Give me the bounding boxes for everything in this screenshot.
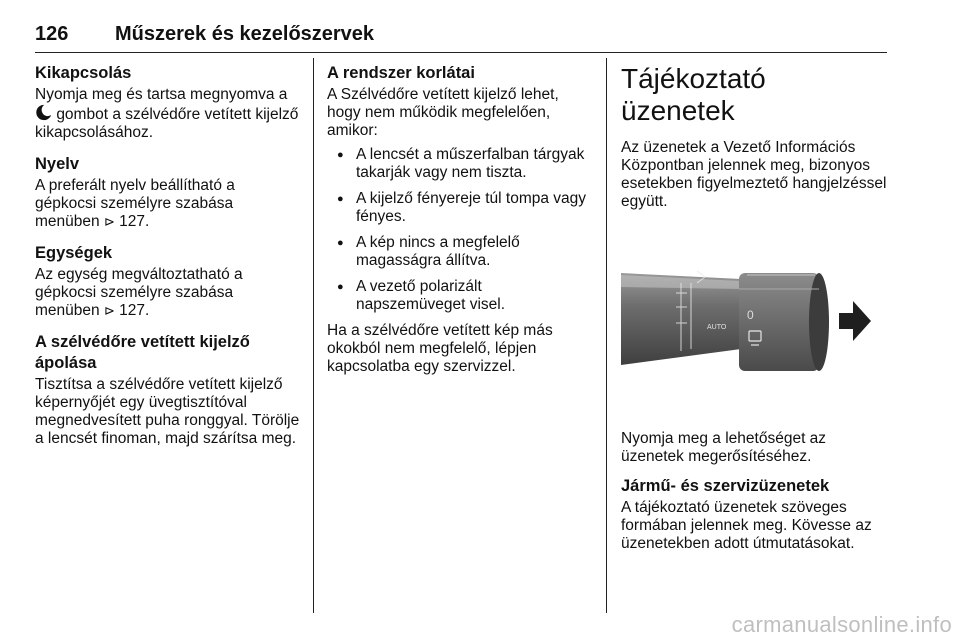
list-item: ● A kép nincs a megfelelő magasságra állítva.: [327, 234, 594, 270]
reference-arrow-icon: ⊳: [103, 214, 115, 229]
column-middle: [327, 63, 594, 386]
confirm-text: Nyomja meg a lehetőséget az üzenetek megerősítéséhez.: [621, 430, 827, 465]
column-right: [621, 63, 887, 563]
section-text: A tájékoztató üzenetek szöveges formában jelennek meg. Kövesse az üzenetekben adott útmutatásokat.: [621, 499, 872, 552]
page-reference-link[interactable]: 127.: [119, 213, 150, 230]
section-heading: Jármű- és szervizüzenetek: [621, 477, 830, 495]
svg-text:0: 0: [747, 308, 754, 322]
section-heading: A rendszer korlátai: [327, 64, 475, 82]
outro-text: Ha a szélvédőre vetített kép más okokból nem megfelelő, lépjen kapcsolatba egy szervizzel.: [327, 322, 553, 375]
section-text: Tisztítsa a szélvédőre vetített kijelző képernyőjét egy üvegtisztítóval megnedvesített puha ronggyal. Törölje a lencsét finoman, majd szárítsa meg.: [35, 376, 300, 447]
section-text: Az egység megváltoztatható a gépkocsi személyre szabása menüben ⊳ 127.: [35, 266, 243, 319]
watermark: carmanualsonline.info: [731, 612, 952, 637]
page-title: Tájékoztató üzenetek: [621, 63, 766, 126]
moon-icon: [35, 104, 52, 121]
intro-text: A Szélvédőre vetített kijelző lehet, hogy nem működik megfelelően, amikor:: [327, 86, 559, 139]
section-egysegek: [35, 243, 300, 320]
list-item: ● A kijelző fényereje túl tompa vagy fényes.: [327, 190, 594, 226]
page-header: [35, 22, 887, 53]
auto-label: AUTO: [707, 324, 727, 331]
section-heading: Kikapcsolás: [35, 64, 132, 82]
list-item: ● A lencsét a műszerfalban tárgyak takarják vagy nem tiszta.: [327, 146, 594, 182]
section-text: Nyomja meg és tartsa megnyomva a gombot a szélvédőre vetített kijelző kikapcsolásához.: [35, 86, 299, 141]
page-reference-link[interactable]: 127.: [119, 302, 150, 319]
intro-text: Az üzenetek a Vezető Információs Központban jelennek meg, bizonyos esetekben figyelmeztető hangjelzéssel együtt.: [621, 139, 887, 210]
section-heading: Egységek: [35, 244, 113, 262]
column-left: [35, 63, 300, 460]
section-nyelv: [35, 154, 300, 231]
section-kikapcsolas: [35, 63, 300, 142]
wiper-stalk-illustration: [621, 263, 881, 383]
section-heading: Nyelv: [35, 155, 80, 173]
section-text: A preferált nyelv beállítható a gépkocsi személyre szabása menüben ⊳ 127.: [35, 177, 235, 230]
reference-arrow-icon: ⊳: [103, 303, 115, 318]
limitations-list: [327, 146, 594, 314]
list-item: ● A vezető polarizált napszemüveget visel.: [327, 278, 594, 314]
page-number: 126: [35, 23, 69, 45]
section-heading: A szélvédőre vetített kijelző ápolása: [35, 333, 250, 372]
chapter-title: Műszerek és kezelőszervek: [115, 23, 375, 45]
column-divider: [313, 58, 314, 613]
column-divider: [606, 58, 607, 613]
section-apolasa: [35, 332, 300, 448]
